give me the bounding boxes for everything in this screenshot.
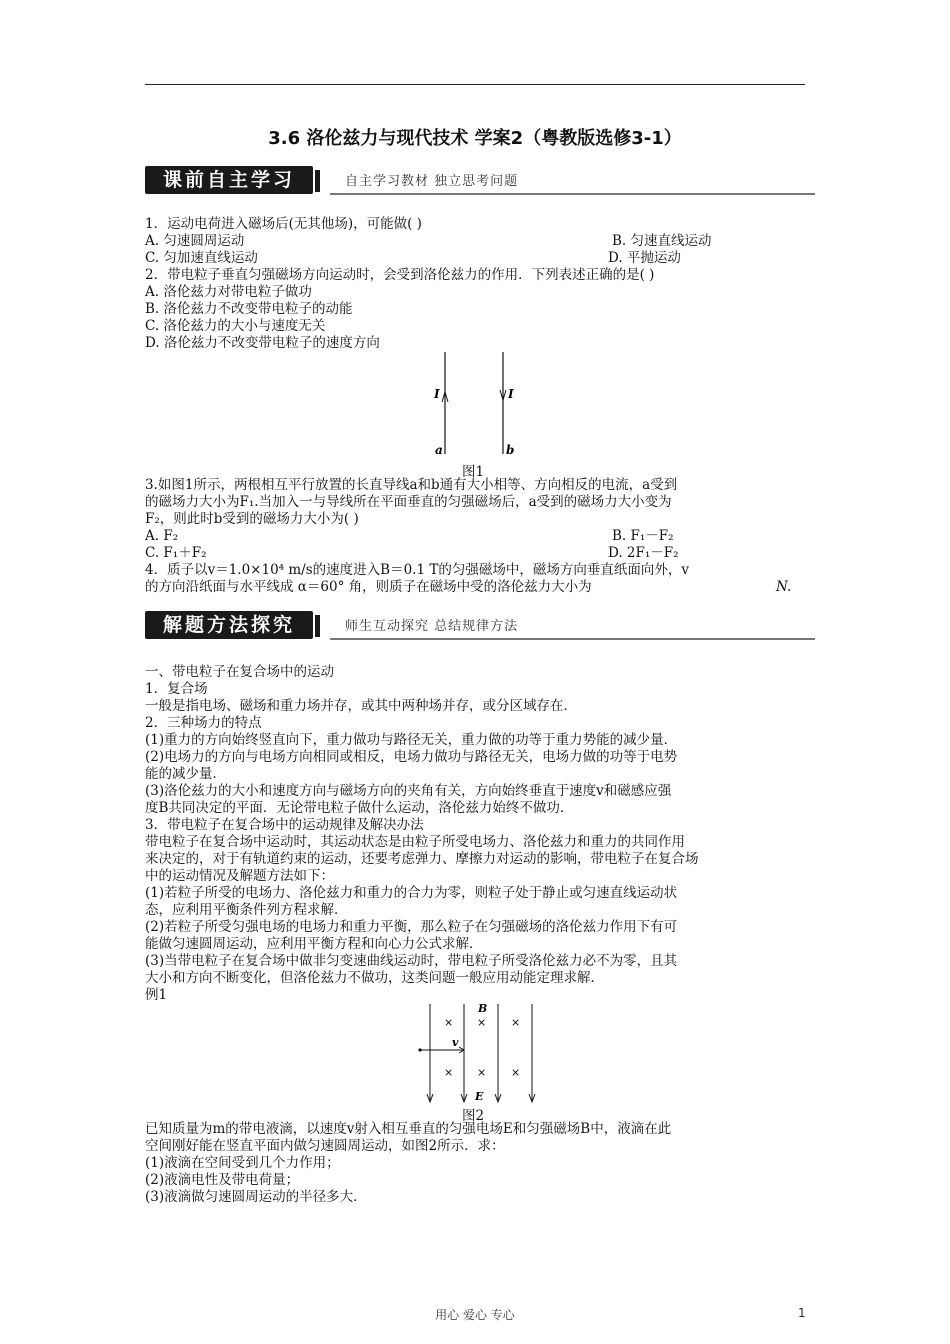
banner-tag: 课前自主学习 (145, 166, 313, 194)
q3-line2: 的磁场力大小为F₁.当加入一与导线所在平面垂直的匀强磁场后，a受到的磁场力大小变为 (145, 494, 672, 510)
banner-bar (315, 170, 320, 192)
paragraph: 来决定的，对于有轨道约束的运动，还要考虑弹力、摩擦力对运动的影响，带电粒子在复合场 (145, 851, 699, 867)
q1-option-b: B. 匀速直线运动 (612, 233, 712, 249)
q3-line1: 3.如图1所示，两根相互平行放置的长直导线a和b通有大小相等、方向相反的电流，a受到 (145, 477, 678, 493)
q2-option-b: B. 洛伦兹力不改变带电粒子的动能 (145, 301, 353, 317)
banner-bar (315, 615, 320, 637)
top-rule (145, 84, 805, 85)
example-q2: (2)液滴电性及带电荷量； (145, 1172, 300, 1188)
paragraph: 能的减少量． (145, 766, 226, 782)
example-line1: 已知质量为m的带电液滴，以速度v射入相互垂直的匀强电场E和匀强磁场B中，液滴在此 (145, 1121, 672, 1137)
paragraph: (3)洛伦兹力的大小和速度方向与磁场方向的夹角有关，方向始终垂直于速度v和磁感应强 (145, 783, 672, 799)
section-banner-methods (145, 611, 815, 641)
banner-subtitle: 自主学习教材 独立思考问题 (345, 174, 519, 189)
banner-underline (330, 193, 815, 195)
banner-tag: 解题方法探究 (145, 611, 313, 639)
q3-line3: F₂，则此时b受到的磁场力大小为( ) (145, 511, 359, 527)
label-i-left: I (434, 387, 440, 401)
paragraph: (1)若粒子所受的电场力、洛伦兹力和重力的合力为零，则粒子处于静止或匀速直线运动状 (145, 885, 678, 901)
q3-option-c: C. F₁＋F₂ (145, 545, 207, 561)
banner-underline (330, 638, 815, 640)
paragraph: 大小和方向不断变化，但洛伦兹力不做功，这类问题一般应用动能定理求解． (145, 970, 604, 986)
cross-mark: × (444, 1016, 454, 1029)
q4-unit: N. (776, 579, 792, 595)
paragraph: (3)当带电粒子在复合场中做非匀变速曲线运动时，带电粒子所受洛伦兹力必不为零，且其 (145, 953, 678, 969)
cross-mark: × (511, 1016, 521, 1029)
sub-heading-2: 2．三种场力的特点 (145, 715, 262, 731)
example-q3: (3)液滴做匀速圆周运动的半径多大． (145, 1189, 367, 1205)
figure-2 (412, 1002, 542, 1106)
example-q1: (1)液滴在空间受到几个力作用； (145, 1155, 340, 1171)
q3-option-b: B. F₁－F₂ (612, 528, 674, 544)
q1-option-c: C. 匀加速直线运动 (145, 250, 258, 266)
q2-stem: 2．带电粒子垂直匀强磁场方向运动时，会受到洛伦兹力的作用．下列表述正确的是( ) (145, 267, 655, 283)
q4-line1: 4．质子以v＝1.0×10⁴ m/s的速度进入B＝0.1 T的匀强磁场中，磁场方向垂直纸面向外，v (145, 562, 689, 578)
cross-mark: × (444, 1066, 454, 1079)
section-banner-preview (145, 166, 815, 196)
label-b: b (506, 443, 515, 457)
paragraph: 度B共同决定的平面．无论带电粒子做什么运动，洛伦兹力始终不做功． (145, 800, 574, 816)
paragraph: 中的运动情况及解题方法如下： (145, 868, 334, 884)
label-v: v (452, 1036, 459, 1049)
label-b: B (478, 1002, 488, 1015)
page-title: 3.6 洛伦兹力与现代技术 学案2（粤教版选修3-1） (268, 128, 682, 149)
particle-dot (418, 1048, 421, 1051)
footer-text: 用心 爱心 专心 (435, 1308, 515, 1322)
paragraph: 态，应利用平衡条件列方程求解． (145, 902, 348, 918)
label-a: a (435, 443, 443, 457)
figure-2-caption: 图2 (462, 1108, 485, 1124)
q4-line2: 的方向沿纸面与水平线成 α＝60° 角，则质子在磁场中受的洛伦兹力大小为 (145, 579, 592, 595)
cross-mark: × (477, 1066, 487, 1079)
q2-option-c: C. 洛伦兹力的大小与速度无关 (145, 318, 326, 334)
paragraph: 能做匀速圆周运动，应利用平衡方程和向心力公式求解． (145, 936, 483, 952)
banner-subtitle: 师生互动探究 总结规律方法 (345, 619, 519, 634)
cross-mark: × (511, 1066, 521, 1079)
label-e: E (475, 1090, 484, 1103)
q1-option-d: D. 平抛运动 (608, 250, 681, 266)
paragraph: (2)若粒子所受匀强电场的电场力和重力平衡，那么粒子在匀强磁场的洛伦兹力作用下有可 (145, 919, 678, 935)
sub-heading-3: 3．带电粒子在复合场中的运动规律及解决办法 (145, 817, 424, 833)
q1-stem: 1．运动电荷进入磁场后(无其他场)，可能做( ) (145, 216, 422, 232)
q3-option-d: D. 2F₁－F₂ (608, 545, 679, 561)
figure-1-caption: 图1 (462, 464, 485, 480)
example-label: 例1 (145, 987, 168, 1003)
cross-mark: × (477, 1016, 487, 1029)
figure-1 (420, 350, 530, 460)
q2-option-a: A. 洛伦兹力对带电粒子做功 (145, 284, 312, 300)
paragraph: (1)重力的方向始终竖直向下，重力做功与路径无关，重力做的功等于重力势能的减少量． (145, 732, 678, 748)
label-i-right: I (508, 387, 514, 401)
example-line2: 空间刚好能在竖直平面内做匀速圆周运动，如图2所示．求： (145, 1138, 505, 1154)
sub-heading-1: 1．复合场 (145, 681, 208, 697)
page-number: 1 (798, 1306, 806, 1320)
q3-option-a: A. F₂ (145, 528, 179, 544)
q2-option-d: D. 洛伦兹力不改变带电粒子的速度方向 (145, 335, 380, 351)
paragraph: (2)电场力的方向与电场方向相同或相反，电场力做功与路径无关，电场力做的功等于电势 (145, 749, 678, 765)
paragraph: 带电粒子在复合场中运动时，其运动状态是由粒子所受电场力、洛伦兹力和重力的共同作用 (145, 834, 685, 850)
q1-option-a: A. 匀速圆周运动 (145, 233, 245, 249)
paragraph: 一般是指电场、磁场和重力场并存，或其中两种场并存，或分区域存在． (145, 698, 577, 714)
section-heading: 一、带电粒子在复合场中的运动 (145, 664, 334, 680)
